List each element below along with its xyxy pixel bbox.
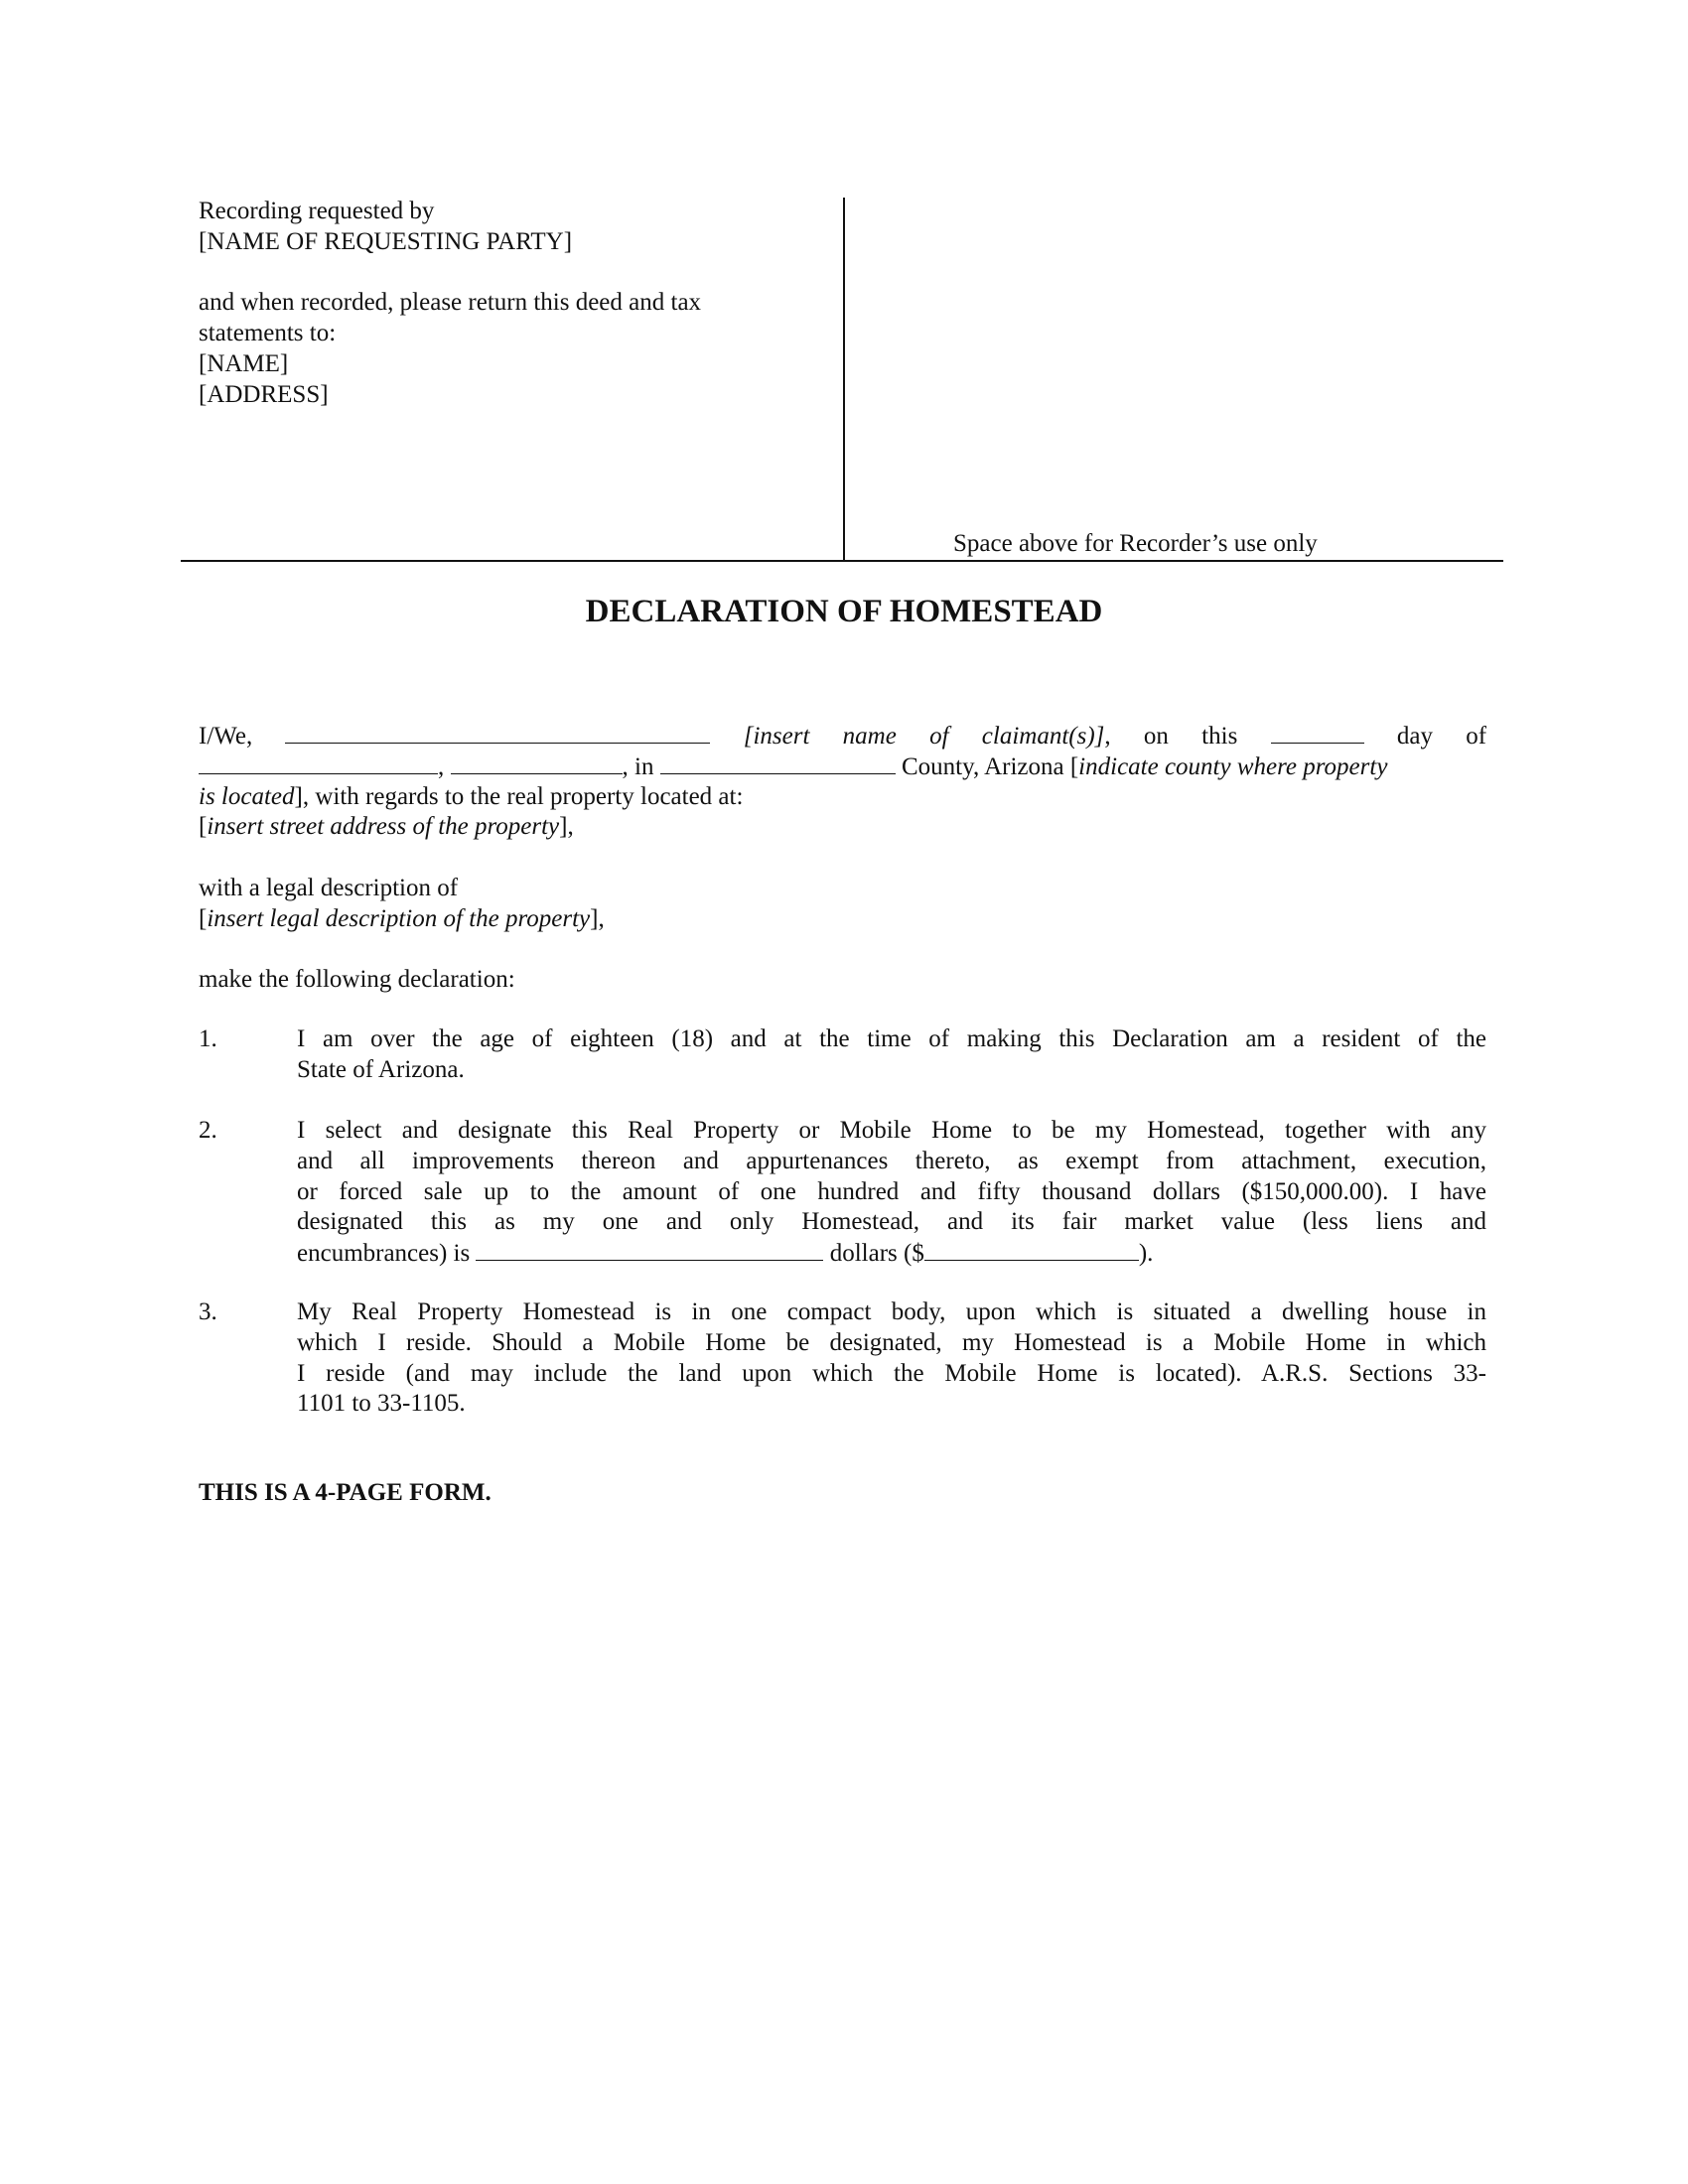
- item-number: 3.: [199, 1298, 217, 1325]
- claimant-hint: [insert name of claimant(s)]: [743, 723, 1105, 750]
- vertical-divider: [843, 198, 845, 561]
- return-instruction-line1: and when recorded, please return this deed and tax: [199, 289, 702, 317]
- recording-requested-by: Recording requested by: [199, 198, 435, 224]
- declaration-label: make the following declaration:: [199, 966, 515, 994]
- bracket: [: [199, 813, 208, 841]
- county-blank[interactable]: [660, 751, 896, 774]
- horizontal-divider: [181, 560, 1503, 562]
- return-address: [ADDRESS]: [199, 380, 329, 408]
- legal-description-label: with a legal description of: [199, 874, 459, 901]
- intro-line: [199, 721, 1486, 751]
- spacer: [199, 258, 701, 289]
- comma: ,: [438, 752, 445, 780]
- day-of-label: day of: [1396, 723, 1486, 750]
- item-line: designated this as my one and only Homestead, and its fair market value (less liens and: [297, 1208, 1486, 1236]
- bracket: ],: [559, 813, 574, 841]
- item-line: 1101 to 33-1105.: [297, 1390, 466, 1418]
- footer-note: THIS IS A 4-PAGE FORM.: [199, 1479, 492, 1506]
- bracket: [: [199, 904, 208, 932]
- return-name: [NAME]: [199, 349, 289, 377]
- value-amount-blank[interactable]: [924, 1238, 1139, 1261]
- intro-line: [199, 751, 1486, 782]
- requesting-party: [NAME OF REQUESTING PARTY]: [199, 227, 573, 255]
- bracket: ],: [590, 904, 605, 932]
- item-3: [297, 1297, 1486, 1420]
- county-hint: indicate county where property: [1078, 752, 1388, 780]
- year-blank[interactable]: [451, 751, 623, 774]
- iwe-label: I/We,: [199, 723, 253, 750]
- item-number: 2.: [199, 1117, 217, 1144]
- on-this-label: , on this: [1104, 723, 1238, 750]
- dollars-label: dollars ($: [829, 1240, 924, 1268]
- intro-paragraph: [199, 721, 1486, 996]
- closing-paren: ).: [1138, 1240, 1154, 1268]
- item-line: I select and designate this Real Property or Mobile Home to be my Homestead, together with any: [297, 1117, 1486, 1144]
- recorder-note: Space above for Recorder’s use only: [953, 530, 1318, 557]
- intro-line: [199, 904, 1486, 935]
- item-line: My Real Property Homestead is in one compact body, upon which is situated a dwelling house in: [297, 1298, 1486, 1325]
- county-arizona-label: County, Arizona [: [901, 752, 1079, 780]
- intro-line: [199, 812, 1486, 843]
- regards-label: ], with regards to the real property located at:: [294, 782, 744, 810]
- day-blank[interactable]: [1271, 721, 1364, 744]
- item-2: [297, 1116, 1486, 1269]
- recording-block: [199, 197, 701, 411]
- item-line: and all improvements thereon and appurtenances thereto, as exempt from attachment, execution,: [297, 1147, 1486, 1174]
- legal-hint: insert legal description of the property: [207, 904, 591, 932]
- item-line: which I reside. Should a Mobile Home be designated, my Homestead is a Mobile Home in which: [297, 1328, 1486, 1356]
- encumbrances-label: encumbrances) is: [297, 1240, 471, 1268]
- address-hint: insert street address of the property: [207, 813, 560, 841]
- item-line: I reside (and may include the land upon which the Mobile Home is located). A.R.S. Sections 33-: [297, 1359, 1486, 1387]
- item-line: State of Arizona.: [297, 1055, 465, 1083]
- month-blank[interactable]: [199, 751, 438, 774]
- item-number: 1.: [199, 1025, 217, 1052]
- spacer: [199, 843, 1486, 874]
- spacer: [199, 935, 1486, 966]
- in-label: , in: [622, 752, 654, 780]
- value-words-blank[interactable]: [476, 1238, 823, 1261]
- page-title: DECLARATION OF HOMESTEAD: [585, 594, 1103, 629]
- item-line: I am over the age of eighteen (18) and at the time of making this Declaration am a resident of the: [297, 1025, 1486, 1052]
- item-1: [297, 1024, 1486, 1086]
- intro-line: [199, 782, 1486, 813]
- item-line: [297, 1238, 1486, 1269]
- claimant-name-blank[interactable]: [285, 721, 710, 744]
- county-hint-end: is located: [199, 782, 295, 810]
- return-instruction-line2: statements to:: [199, 320, 337, 347]
- item-line: or forced sale up to the amount of one hundred and fifty thousand dollars ($150,000.00). I have: [297, 1177, 1486, 1205]
